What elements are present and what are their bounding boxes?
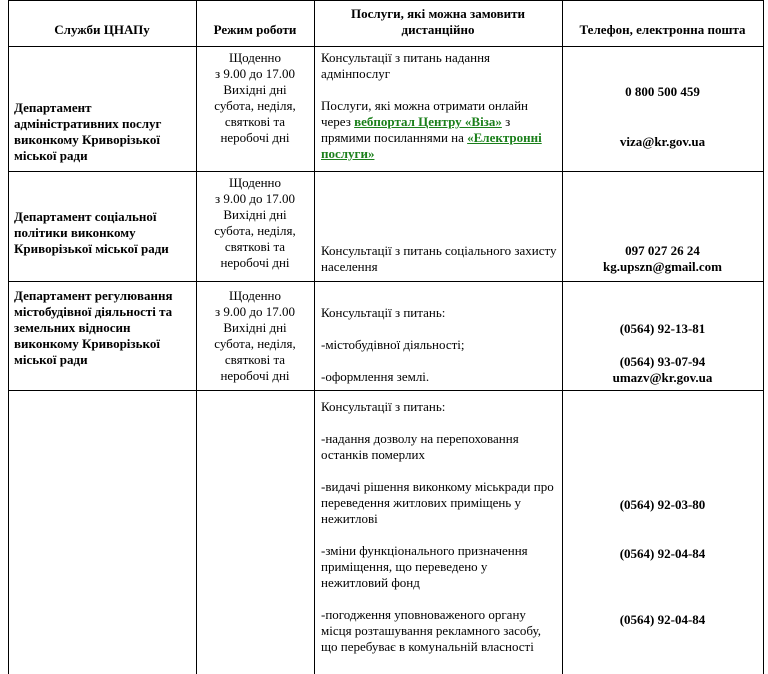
service-item: Консультації з питань: bbox=[321, 399, 446, 414]
services-row1 bbox=[321, 50, 557, 162]
schedule-line: святкові та bbox=[224, 239, 286, 254]
schedule-line: святкові та bbox=[224, 114, 286, 129]
schedule-line: субота, неділя, bbox=[214, 336, 296, 351]
service-online-text: з прямими посиланнями на bbox=[321, 114, 511, 145]
services-row3 bbox=[321, 305, 557, 385]
column-divider bbox=[562, 0, 563, 674]
e-services-link[interactable]: «Електронні послуги» bbox=[321, 130, 542, 161]
schedule-line: з 9.00 до 17.00 bbox=[215, 304, 295, 319]
row-divider bbox=[8, 281, 764, 282]
phone-row1: 0 800 500 459 bbox=[625, 84, 700, 99]
table-border-left bbox=[8, 0, 9, 674]
row-divider bbox=[8, 171, 764, 172]
phone-row4-1: (0564) 92-03-80 bbox=[619, 497, 706, 512]
schedule-line: святкові та bbox=[224, 352, 286, 367]
services-row2: Консультації з питань соціального захисту населення bbox=[321, 243, 557, 274]
phone-row3-1: (0564) 92-13-81 bbox=[619, 321, 706, 336]
service-item: -зміни функціонального призначення приміщення, що переведено у нежитловий фонд bbox=[321, 543, 528, 590]
dept-urban-planning: Департамент регулювання містобудівної діяльності та земельних відносин виконкому Криворізької міської ради bbox=[14, 288, 173, 367]
phone-row3-2: (0564) 93-07-94 bbox=[619, 354, 706, 369]
schedule-line: субота, неділя, bbox=[214, 223, 296, 238]
schedule-line: Вихідні дні bbox=[223, 320, 287, 335]
email-row2: kg.upszn@gmail.com bbox=[603, 259, 722, 274]
phone-row4-2: (0564) 92-04-84 bbox=[619, 546, 706, 561]
schedule-line: неробочі дні bbox=[220, 368, 290, 383]
schedule-line: неробочі дні bbox=[220, 255, 290, 270]
header-remote-services: Послуги, які можна замовити дистанційно bbox=[351, 6, 525, 37]
service-item: -надання дозволу на перепоховання останків померлих bbox=[321, 431, 519, 462]
schedule-row3 bbox=[196, 288, 314, 384]
email-row1: viza@kr.gov.ua bbox=[619, 134, 706, 149]
row-divider bbox=[8, 390, 764, 391]
service-online-text: Послуги, які можна отримати онлайн через bbox=[321, 98, 528, 129]
schedule-line: з 9.00 до 17.00 bbox=[215, 66, 295, 81]
schedule-line: неробочі дні bbox=[220, 130, 290, 145]
schedule-line: Щоденно bbox=[228, 175, 282, 190]
service-online bbox=[321, 98, 557, 162]
service-item: -оформлення землі. bbox=[321, 369, 430, 384]
table-border-top bbox=[8, 0, 764, 1]
schedule-line: Вихідні дні bbox=[223, 82, 287, 97]
email-row3: umazv@kr.gov.ua bbox=[612, 370, 713, 385]
row-divider bbox=[8, 46, 764, 47]
service-item: Консультації з питань: bbox=[321, 305, 446, 320]
service-item: -містобудівної діяльності; bbox=[321, 337, 465, 352]
schedule-row2 bbox=[196, 175, 314, 271]
phone-row4-3: (0564) 92-04-84 bbox=[619, 612, 706, 627]
service-item: -погодження уповноваженого органу місця розташування рекламного засобу, що перебуває в комунальній власності bbox=[321, 607, 541, 654]
schedule-line: Вихідні дні bbox=[223, 207, 287, 222]
viza-portal-link[interactable]: вебпортал Центру «Віза» bbox=[354, 114, 502, 129]
header-contacts: Телефон, електронна пошта bbox=[579, 22, 746, 37]
header-schedule: Режим роботи bbox=[213, 22, 297, 37]
schedule-row1 bbox=[196, 50, 314, 146]
schedule-line: Щоденно bbox=[228, 50, 282, 65]
column-divider bbox=[314, 0, 315, 674]
schedule-line: Щоденно bbox=[228, 288, 282, 303]
phone-row2: 097 027 26 24 bbox=[625, 243, 700, 258]
service-item: -видачі рішення виконкому міськради про переведення житлових приміщень у нежитлові bbox=[321, 479, 554, 526]
dept-admin-services: Департамент адміністративних послуг виконкому Криворізької міської ради bbox=[14, 100, 162, 163]
dept-social-policy: Департамент соціальної політики виконкому Криворізької міської ради bbox=[14, 209, 169, 256]
table-border-right bbox=[763, 0, 764, 674]
schedule-line: з 9.00 до 17.00 bbox=[215, 191, 295, 206]
header-services: Служби ЦНАПу bbox=[54, 22, 150, 37]
service-consultation: Консультації з питань надання адмінпослуг bbox=[321, 50, 491, 81]
services-row4 bbox=[321, 399, 557, 655]
schedule-line: субота, неділя, bbox=[214, 98, 296, 113]
